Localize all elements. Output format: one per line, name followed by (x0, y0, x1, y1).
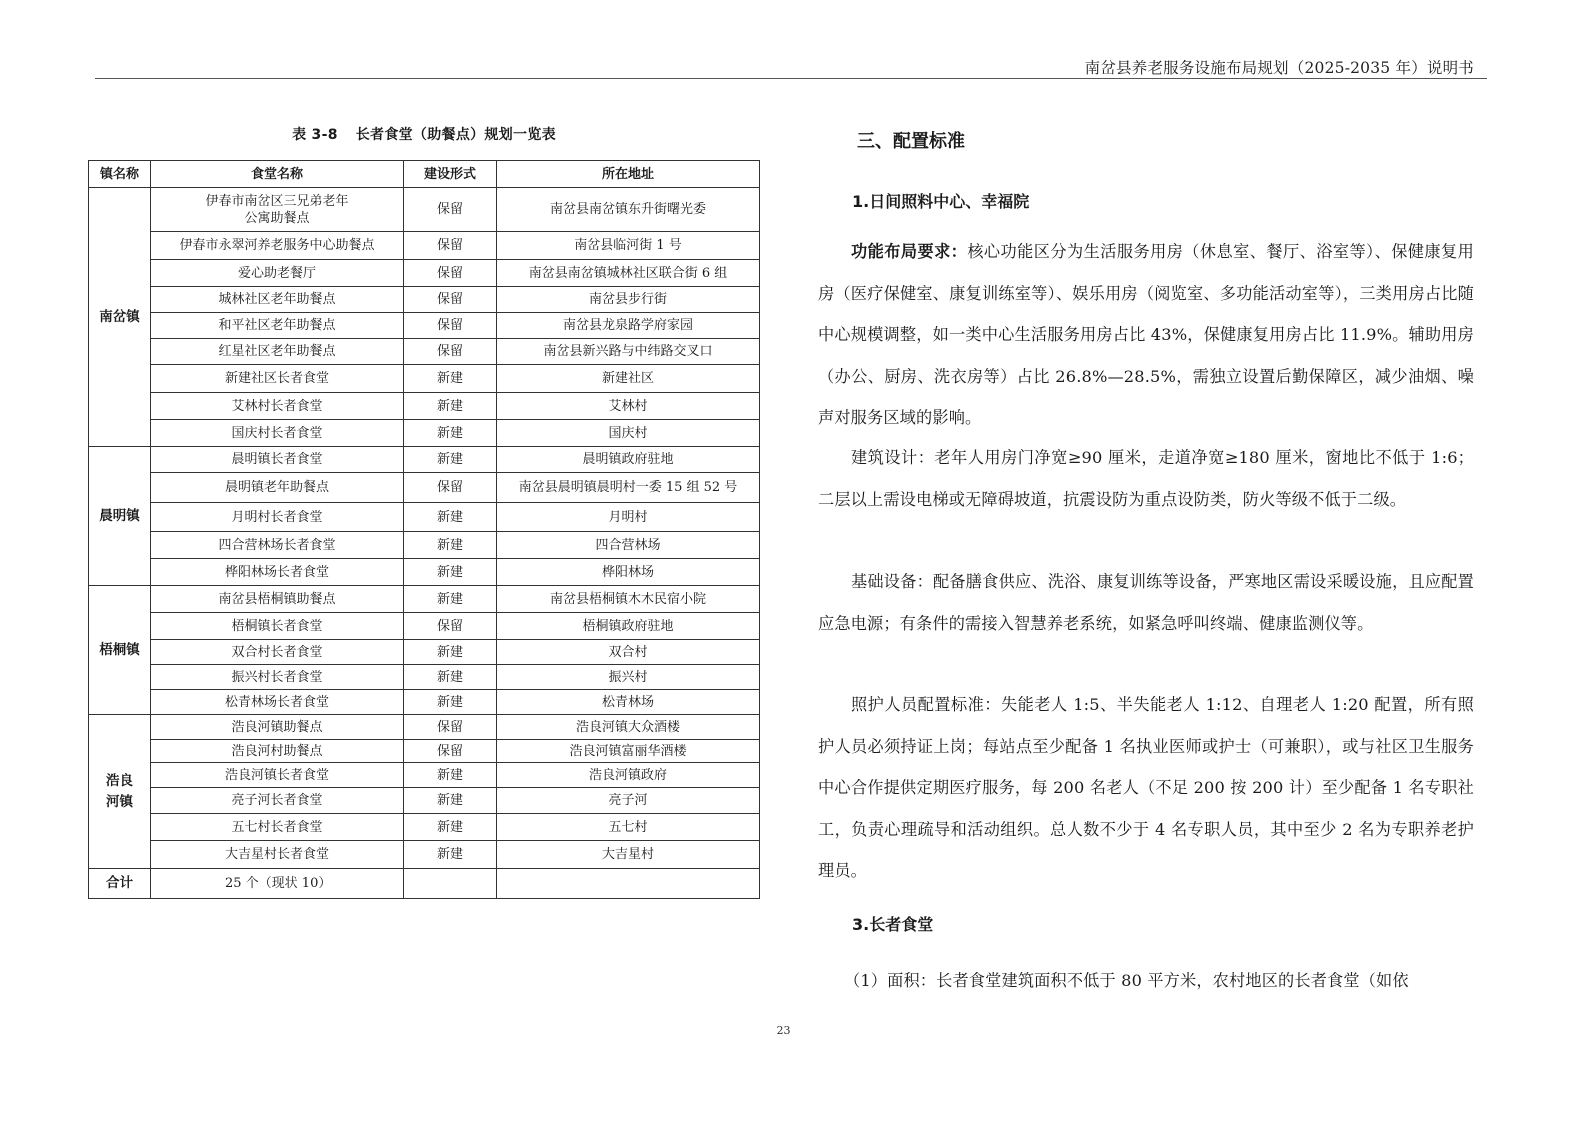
table-row (89, 841, 760, 869)
address-cell: 南岔县龙泉路学府家园 (497, 313, 760, 339)
table-row (89, 814, 760, 841)
address-cell: 浩良河镇政府 (497, 763, 760, 788)
canteen-plan-table (88, 160, 760, 899)
column-header-address: 所在地址 (497, 161, 760, 188)
canteen-name-cell: 新建社区长者食堂 (151, 365, 404, 393)
table-row (89, 613, 760, 640)
canteen-name-cell: 艾林村长者食堂 (151, 393, 404, 420)
canteen-name-cell: 和平社区老年助餐点 (151, 313, 404, 339)
canteen-name-cell: 伊春市永翠河养老服务中心助餐点 (151, 232, 404, 260)
table-row (89, 287, 760, 313)
table-row (89, 313, 760, 339)
table-row (89, 665, 760, 690)
table-row (89, 393, 760, 420)
address-cell: 亮子河 (497, 788, 760, 814)
canteen-name-line: 公寓助餐点 (244, 210, 310, 226)
build-type-cell: 新建 (404, 559, 497, 586)
table-row (89, 715, 760, 740)
table-row (89, 447, 760, 473)
section-heading: 三、配置标准 (857, 131, 965, 152)
address-cell: 国庆村 (497, 420, 760, 447)
canteen-name-cell: 振兴村长者食堂 (151, 665, 404, 690)
canteen-name-cell: 五七村长者食堂 (151, 814, 404, 841)
column-header-canteen-name: 食堂名称 (151, 161, 404, 188)
canteen-name-cell: 月明村长者食堂 (151, 503, 404, 532)
build-type-cell: 新建 (404, 788, 497, 814)
address-cell: 振兴村 (497, 665, 760, 690)
build-type-cell: 新建 (404, 586, 497, 613)
address-cell: 双合村 (497, 640, 760, 665)
table-row (89, 788, 760, 814)
build-type-cell: 新建 (404, 814, 497, 841)
build-type-cell: 保留 (404, 715, 497, 740)
build-type-cell: 新建 (404, 447, 497, 473)
total-label-cell: 合计 (89, 869, 151, 899)
table-row (89, 365, 760, 393)
address-cell: 晨明镇政府驻地 (497, 447, 760, 473)
canteen-name-cell: 大吉星村长者食堂 (151, 841, 404, 869)
address-cell: 南岔县新兴路与中纬路交叉口 (497, 339, 760, 365)
address-cell: 梧桐镇政府驻地 (497, 613, 760, 640)
table-row (89, 586, 760, 613)
address-cell: 桦阳林场 (497, 559, 760, 586)
canteen-name-cell: 桦阳林场长者食堂 (151, 559, 404, 586)
town-cell: 晨明镇 (89, 447, 151, 586)
table-caption (88, 124, 760, 144)
column-header-build-type: 建设形式 (404, 161, 497, 188)
address-cell: 艾林村 (497, 393, 760, 420)
subsection-heading-day-care: 1.日间照料中心、幸福院 (852, 192, 1030, 211)
canteen-name-cell: 浩良河村助餐点 (151, 740, 404, 763)
table-caption-number: 表 3-8 (292, 127, 338, 143)
address-cell: 南岔县南岔镇城林社区联合街 6 组 (497, 260, 760, 287)
paragraph-functional-layout (818, 231, 1474, 439)
canteen-name-line: 伊春市南岔区三兄弟老年 (205, 193, 349, 209)
table-row (89, 763, 760, 788)
canteen-name-cell: 亮子河长者食堂 (151, 788, 404, 814)
table-caption-title: 长者食堂（助餐点）规划一览表 (355, 127, 556, 143)
address-cell: 大吉星村 (497, 841, 760, 869)
address-cell: 五七村 (497, 814, 760, 841)
build-type-cell: 新建 (404, 640, 497, 665)
build-type-cell: 新建 (404, 503, 497, 532)
page-number: 23 (776, 1024, 791, 1037)
table-row (89, 473, 760, 503)
build-type-cell: 保留 (404, 188, 497, 232)
subsection-heading-elderly-canteen: 3.长者食堂 (852, 915, 934, 934)
build-type-cell: 保留 (404, 232, 497, 260)
address-cell: 南岔县梧桐镇木木民宿小院 (497, 586, 760, 613)
table-row (89, 420, 760, 447)
table-row (89, 559, 760, 586)
address-cell: 南岔县临河街 1 号 (497, 232, 760, 260)
build-type-cell: 保留 (404, 313, 497, 339)
canteen-name-cell: 梧桐镇长者食堂 (151, 613, 404, 640)
empty-cell (404, 869, 497, 899)
paragraph-text: 核心功能区分为生活服务用房（休息室、餐厅、浴室等）、保健康复用房（医疗保健室、康复训练室等）、娱乐用房（阅览室、多功能活动室等），三类用房占比随中心规模调整，如一类中心生活服务用房占比 43%，保健康复用房占比 11.9%。辅助用房（办公、厨房、洗衣房等）占比 26.8%—28.5%，需独立设置后勤保障区，减少油烟、噪声对服务区域的影响。 (818, 242, 1474, 427)
address-cell: 南岔县晨明镇晨明村一委 15 组 52 号 (497, 473, 760, 503)
column-header-town: 镇名称 (89, 161, 151, 188)
table-header-row (89, 161, 760, 188)
build-type-cell: 新建 (404, 365, 497, 393)
table-row (89, 690, 760, 715)
table-row (89, 503, 760, 532)
table-row (89, 260, 760, 287)
canteen-name-cell: 南岔县梧桐镇助餐点 (151, 586, 404, 613)
running-header-title: 南岔县养老服务设施布局规划（2025-2035 年）说明书 (1084, 59, 1474, 77)
build-type-cell: 保留 (404, 613, 497, 640)
paragraph-staffing-standard: 照护人员配置标准：失能老人 1:5、半失能老人 1:12、自理老人 1:20 配置，所有照护人员必须持证上岗；每站点至少配备 1 名执业医师或护士（可兼职），或与社区卫生服务中心合作提供定期医疗服务，每 200 名老人（不足 200 按 200 计）至少配备 1 名专职社工，负责心理疏导和活动组织。总人数不少于 4 名专职人员，其中至少 2 名为专职养老护理员。 (818, 695, 1474, 880)
table-row (89, 188, 760, 232)
table-row (89, 339, 760, 365)
canteen-name-cell: 城林社区老年助餐点 (151, 287, 404, 313)
table-row (89, 232, 760, 260)
canteen-name-cell: 双合村长者食堂 (151, 640, 404, 665)
build-type-cell: 保留 (404, 287, 497, 313)
build-type-cell: 新建 (404, 841, 497, 869)
town-cell: 南岔镇 (89, 188, 151, 447)
address-cell: 浩良河镇富丽华酒楼 (497, 740, 760, 763)
paragraph-basic-equipment: 基础设备：配备膳食供应、洗浴、康复训练等设备，严寒地区需设采暖设施，且应配置应急电源；有条件的需接入智慧养老系统，如紧急呼叫终端、健康监测仪等。 (818, 572, 1474, 633)
build-type-cell: 新建 (404, 665, 497, 690)
address-cell: 浩良河镇大众酒楼 (497, 715, 760, 740)
canteen-name-cell: 晨明镇长者食堂 (151, 447, 404, 473)
paragraph-building-design: 建筑设计：老年人用房门净宽≥90 厘米，走道净宽≥180 厘米，窗地比不低于 1:6；二层以上需设电梯或无障碍坡道，抗震设防为重点设防类，防火等级不低于二级。 (818, 448, 1474, 509)
build-type-cell: 新建 (404, 763, 497, 788)
canteen-name-cell (151, 188, 404, 232)
address-cell: 松青林场 (497, 690, 760, 715)
build-type-cell: 保留 (404, 339, 497, 365)
canteen-name-cell: 四合营林场长者食堂 (151, 532, 404, 559)
build-type-cell: 新建 (404, 393, 497, 420)
address-cell: 南岔县步行街 (497, 287, 760, 313)
canteen-name-cell: 松青林场长者食堂 (151, 690, 404, 715)
build-type-cell: 保留 (404, 473, 497, 503)
build-type-cell: 新建 (404, 420, 497, 447)
table-row (89, 740, 760, 763)
canteen-name-cell: 浩良河镇长者食堂 (151, 763, 404, 788)
town-cell: 浩良河镇 (89, 715, 151, 869)
canteen-name-cell: 国庆村长者食堂 (151, 420, 404, 447)
canteen-name-cell: 浩良河镇助餐点 (151, 715, 404, 740)
header-rule (95, 78, 1487, 79)
paragraph-lead: 功能布局要求： (851, 242, 968, 261)
build-type-cell: 保留 (404, 260, 497, 287)
address-cell: 四合营林场 (497, 532, 760, 559)
build-type-cell: 新建 (404, 690, 497, 715)
address-cell: 南岔县南岔镇东升街曙光委 (497, 188, 760, 232)
table-row (89, 532, 760, 559)
address-cell: 新建社区 (497, 365, 760, 393)
empty-cell (497, 869, 760, 899)
paragraph-area: （1）面积：长者食堂建筑面积不低于 80 平方米，农村地区的长者食堂（如依 (844, 971, 1409, 990)
canteen-name-cell: 红星社区老年助餐点 (151, 339, 404, 365)
build-type-cell: 新建 (404, 532, 497, 559)
canteen-name-cell: 爱心助老餐厅 (151, 260, 404, 287)
canteen-name-cell: 晨明镇老年助餐点 (151, 473, 404, 503)
total-value-cell: 25 个（现状 10） (151, 869, 404, 899)
build-type-cell: 保留 (404, 740, 497, 763)
table-total-row (89, 869, 760, 899)
town-cell: 梧桐镇 (89, 586, 151, 715)
address-cell: 月明村 (497, 503, 760, 532)
table-row (89, 640, 760, 665)
